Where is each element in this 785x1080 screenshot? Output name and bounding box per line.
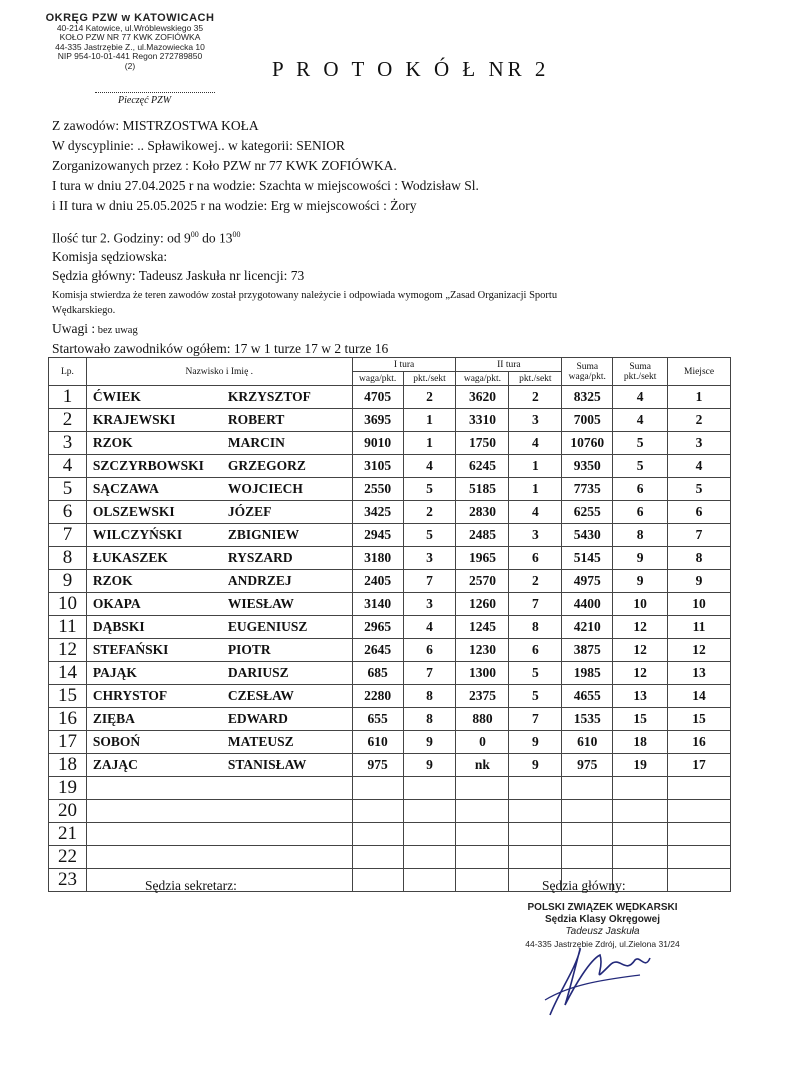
started-line: Startowało zawodników ogółem: 17 w 1 turze 17 w 2 turze 16	[52, 341, 389, 356]
stamp-line: NIP 954-10-01-441 Regon 272789850	[57, 51, 203, 61]
row-first-name: ROBERT	[227, 412, 285, 427]
row-first-name: EUGENIUSZ	[227, 619, 308, 634]
row-tour1-weight: 2550	[352, 478, 403, 501]
table-row	[49, 685, 731, 708]
row-sum-points: 6	[613, 501, 668, 524]
row-tour2-points: 5	[509, 685, 562, 708]
row-sum-weight: 7735	[562, 478, 613, 501]
row-lp: 19	[49, 777, 87, 800]
handwritten-signature	[530, 930, 670, 1020]
hour-superscript: 00	[232, 230, 241, 239]
row-tour2-points	[509, 800, 562, 823]
row-tour2-weight: 3310	[456, 409, 509, 432]
stamp-line: (2)	[124, 60, 136, 71]
judge-line: Sędzia główny: Tadeusz Jaskuła nr licencji: 73	[52, 268, 305, 283]
row-tour1-weight	[352, 800, 403, 823]
header-place: Miejsce	[668, 358, 731, 386]
row-tour2-weight: 1965	[456, 547, 509, 570]
tours-hours-line	[52, 230, 240, 247]
row-lp: 1	[49, 386, 87, 409]
row-surname: SĄCZAWA	[92, 481, 159, 496]
row-name	[86, 823, 352, 846]
row-place: 12	[668, 639, 731, 662]
row-lp: 15	[49, 685, 87, 708]
table-row	[49, 478, 731, 501]
row-tour1-points: 7	[403, 662, 456, 685]
row-sum-points: 4	[613, 386, 668, 409]
row-tour2-weight: 6245	[456, 455, 509, 478]
row-tour2-points: 9	[509, 754, 562, 777]
table-row	[49, 708, 731, 731]
row-tour2-points: 7	[509, 593, 562, 616]
row-tour2-weight: 1245	[456, 616, 509, 639]
row-sum-points: 9	[613, 547, 668, 570]
row-sum-points	[613, 777, 668, 800]
row-first-name: ZBIGNIEW	[227, 527, 300, 542]
row-name	[86, 386, 352, 409]
row-tour2-points: 6	[509, 547, 562, 570]
chief-judge-signature-label: Sędzia główny:	[542, 878, 626, 893]
row-place: 10	[668, 593, 731, 616]
stamp-line: 40-214 Katowice, ul.Wróblewskiego 35	[56, 22, 204, 33]
row-tour2-points	[509, 823, 562, 846]
row-name	[86, 478, 352, 501]
row-tour1-points: 4	[403, 455, 456, 478]
row-tour1-weight: 2405	[352, 570, 403, 593]
row-surname: OKAPA	[92, 596, 141, 611]
row-first-name: JÓZEF	[227, 504, 272, 519]
table-row	[49, 731, 731, 754]
row-sum-weight	[562, 800, 613, 823]
row-lp: 16	[49, 708, 87, 731]
row-sum-weight: 4210	[562, 616, 613, 639]
table-row	[49, 386, 731, 409]
row-place: 14	[668, 685, 731, 708]
row-place: 4	[668, 455, 731, 478]
table-row	[49, 409, 731, 432]
row-place	[668, 777, 731, 800]
document-title: P R O T O K Ó Ł NR 2	[272, 57, 550, 81]
stamp-line: 44-335 Jastrzębie Z., ul.Mazowiecka 10	[55, 41, 205, 52]
row-surname: CHRYSTOF	[92, 688, 168, 703]
row-tour2-weight: 880	[456, 708, 509, 731]
row-tour1-weight	[352, 846, 403, 869]
hour-superscript: 00	[190, 230, 199, 239]
row-surname: DĄBSKI	[92, 619, 145, 634]
row-name	[86, 708, 352, 731]
row-tour2-weight: 5185	[456, 478, 509, 501]
row-sum-points	[613, 823, 668, 846]
row-tour2-points: 9	[509, 731, 562, 754]
row-tour2-points: 1	[509, 478, 562, 501]
row-tour2-points: 8	[509, 616, 562, 639]
table-row	[49, 432, 731, 455]
row-sum-points: 4	[613, 409, 668, 432]
row-surname: ZAJĄC	[92, 757, 138, 772]
table-row	[49, 455, 731, 478]
row-sum-weight: 4400	[562, 593, 613, 616]
header-sum-points: Suma pkt./sekt	[613, 358, 668, 386]
row-sum-weight: 1985	[562, 662, 613, 685]
row-surname: ZIĘBA	[92, 711, 135, 726]
row-name	[86, 800, 352, 823]
row-sum-points: 5	[613, 455, 668, 478]
row-name	[86, 731, 352, 754]
row-tour1-weight: 3180	[352, 547, 403, 570]
seal-label: Pieczęć PZW	[118, 95, 172, 106]
row-place	[668, 823, 731, 846]
row-sum-weight	[562, 823, 613, 846]
row-name	[86, 501, 352, 524]
row-sum-weight	[562, 777, 613, 800]
remarks-value: bez uwag	[95, 325, 138, 336]
row-tour1-weight: 2645	[352, 639, 403, 662]
row-tour2-points	[509, 846, 562, 869]
row-tour2-weight	[456, 846, 509, 869]
row-tour1-weight	[352, 777, 403, 800]
table-row	[49, 616, 731, 639]
row-place: 2	[668, 409, 731, 432]
row-first-name: EDWARD	[227, 711, 288, 726]
row-sum-weight: 5430	[562, 524, 613, 547]
row-tour2-points: 7	[509, 708, 562, 731]
header-weight: waga/pkt.	[456, 372, 509, 386]
row-tour2-weight: 3620	[456, 386, 509, 409]
row-surname: RZOK	[92, 435, 133, 450]
row-lp: 14	[49, 662, 87, 685]
row-first-name: GRZEGORZ	[227, 458, 306, 473]
row-tour1-points: 5	[403, 478, 456, 501]
header-sum-weight: Suma waga/pkt.	[562, 358, 613, 386]
organizer-line: Zorganizowanych przez : Koło PZW nr 77 KWK ZOFIÓWKA.	[52, 158, 397, 173]
row-tour1-points: 1	[403, 409, 456, 432]
row-tour2-points: 4	[509, 501, 562, 524]
row-surname: ĆWIEK	[92, 389, 141, 404]
row-surname: PAJĄK	[92, 665, 137, 680]
row-surname: KRAJEWSKI	[92, 412, 176, 427]
row-tour1-points	[403, 869, 456, 892]
header-tour1: I tura	[352, 358, 456, 372]
row-tour2-weight	[456, 777, 509, 800]
row-tour1-points: 9	[403, 754, 456, 777]
header-lp: Lp.	[49, 358, 87, 386]
row-lp: 22	[49, 846, 87, 869]
row-tour1-weight: 975	[352, 754, 403, 777]
row-lp: 23	[49, 869, 87, 892]
discipline-line: W dyscyplinie: .. Spławikowej.. w kategorii: SENIOR	[52, 138, 345, 153]
statement-line-2: Wędkarskiego.	[52, 305, 116, 316]
row-surname: WILCZYŃSKI	[92, 527, 183, 542]
row-tour1-points: 3	[403, 547, 456, 570]
stamp-line: 44-335 Jastrzębie Zdrój, ul.Zielona 31/24	[525, 939, 680, 949]
table-row	[49, 593, 731, 616]
row-tour2-points	[509, 777, 562, 800]
row-tour1-points: 8	[403, 685, 456, 708]
row-lp: 12	[49, 639, 87, 662]
table-row	[49, 846, 731, 869]
table-row	[49, 547, 731, 570]
row-lp: 2	[49, 409, 87, 432]
row-tour2-weight: 1300	[456, 662, 509, 685]
table-row	[49, 823, 731, 846]
row-lp: 21	[49, 823, 87, 846]
row-lp: 9	[49, 570, 87, 593]
row-sum-weight: 6255	[562, 501, 613, 524]
row-tour1-weight: 2945	[352, 524, 403, 547]
row-tour1-weight	[352, 823, 403, 846]
row-lp: 6	[49, 501, 87, 524]
row-tour1-points: 2	[403, 386, 456, 409]
row-tour2-points: 6	[509, 639, 562, 662]
row-first-name: MARCIN	[227, 435, 285, 450]
table-row	[49, 639, 731, 662]
row-place: 3	[668, 432, 731, 455]
results-table	[48, 357, 731, 892]
row-tour2-weight	[456, 869, 509, 892]
row-place: 16	[668, 731, 731, 754]
row-first-name: WIESŁAW	[227, 596, 294, 611]
row-first-name: WOJCIECH	[227, 481, 303, 496]
row-sum-points: 13	[613, 685, 668, 708]
stamp-line: Tadeusz Jaskuła	[565, 926, 640, 937]
row-sum-weight	[562, 846, 613, 869]
row-tour1-weight: 9010	[352, 432, 403, 455]
row-sum-weight: 975	[562, 754, 613, 777]
row-tour1-points: 4	[403, 616, 456, 639]
row-tour1-weight: 3695	[352, 409, 403, 432]
row-lp: 7	[49, 524, 87, 547]
row-sum-weight: 8325	[562, 386, 613, 409]
row-lp: 11	[49, 616, 87, 639]
competition-line: Z zawodów: MISTRZOSTWA KOŁA	[52, 118, 259, 133]
row-sum-points: 8	[613, 524, 668, 547]
row-tour2-points: 2	[509, 570, 562, 593]
row-tour2-weight: nk	[456, 754, 509, 777]
row-name	[86, 685, 352, 708]
table-row	[49, 777, 731, 800]
row-sum-points	[613, 846, 668, 869]
row-place: 7	[668, 524, 731, 547]
row-surname: STEFAŃSKI	[92, 642, 169, 657]
row-name	[86, 547, 352, 570]
row-lp: 3	[49, 432, 87, 455]
row-place: 8	[668, 547, 731, 570]
row-place	[668, 800, 731, 823]
row-tour1-weight: 2965	[352, 616, 403, 639]
row-sum-points	[613, 800, 668, 823]
row-tour2-weight: 2375	[456, 685, 509, 708]
stamp-line: Sędzia Klasy Okręgowej	[544, 914, 661, 925]
row-tour2-points: 3	[509, 524, 562, 547]
row-place: 15	[668, 708, 731, 731]
row-tour1-points: 7	[403, 570, 456, 593]
row-surname: SZCZYRBOWSKI	[92, 458, 204, 473]
row-place: 13	[668, 662, 731, 685]
table-row	[49, 800, 731, 823]
row-place: 11	[668, 616, 731, 639]
tour2-line: i II tura w dniu 25.05.2025 r na wodzie: Erg w miejscowości : Żory	[52, 198, 417, 213]
organization-stamp	[40, 14, 220, 71]
row-sum-points: 18	[613, 731, 668, 754]
row-tour1-weight: 4705	[352, 386, 403, 409]
row-tour2-weight: 2485	[456, 524, 509, 547]
header-name: Nazwisko i Imię .	[86, 358, 352, 386]
commission-line: Komisja sędziowska:	[52, 249, 168, 264]
row-sum-weight: 1535	[562, 708, 613, 731]
row-tour1-weight	[352, 869, 403, 892]
stamp-line: OKRĘG PZW w KATOWICACH	[45, 12, 215, 24]
row-first-name: KRZYSZTOF	[227, 389, 311, 404]
row-sum-points: 12	[613, 639, 668, 662]
row-place: 9	[668, 570, 731, 593]
row-place	[668, 846, 731, 869]
row-tour2-points: 2	[509, 386, 562, 409]
row-tour1-weight: 3105	[352, 455, 403, 478]
row-name	[86, 524, 352, 547]
row-sum-points: 15	[613, 708, 668, 731]
row-tour2-points: 5	[509, 662, 562, 685]
row-place: 17	[668, 754, 731, 777]
row-tour1-weight: 3140	[352, 593, 403, 616]
statement-line: Komisja stwierdza że teren zawodów został przygotowany należycie i odpowiada wymogom „Zasad Organizacji Sportu	[52, 290, 558, 301]
row-name	[86, 754, 352, 777]
row-first-name: ANDRZEJ	[227, 573, 292, 588]
row-sum-points: 10	[613, 593, 668, 616]
row-tour1-weight: 655	[352, 708, 403, 731]
seal-dotted-line	[95, 92, 215, 93]
row-tour2-points: 1	[509, 455, 562, 478]
row-tour1-points	[403, 846, 456, 869]
row-tour2-weight: 1260	[456, 593, 509, 616]
row-lp: 17	[49, 731, 87, 754]
remarks-line	[52, 321, 138, 337]
row-name	[86, 662, 352, 685]
row-tour1-points: 5	[403, 524, 456, 547]
row-first-name: RYSZARD	[227, 550, 293, 565]
row-sum-points: 6	[613, 478, 668, 501]
row-first-name: DARIUSZ	[227, 665, 289, 680]
row-tour1-points	[403, 777, 456, 800]
row-tour1-weight: 685	[352, 662, 403, 685]
row-sum-weight: 9350	[562, 455, 613, 478]
header-points: pkt./sekt	[403, 372, 456, 386]
row-sum-points: 12	[613, 616, 668, 639]
row-place: 5	[668, 478, 731, 501]
row-place	[668, 869, 731, 892]
remarks-label: Uwagi :	[52, 321, 96, 336]
row-lp: 8	[49, 547, 87, 570]
row-sum-weight: 4655	[562, 685, 613, 708]
row-name	[86, 846, 352, 869]
header-tour2: II tura	[456, 358, 562, 372]
row-lp: 20	[49, 800, 87, 823]
row-lp: 10	[49, 593, 87, 616]
row-tour1-weight: 610	[352, 731, 403, 754]
row-tour1-points: 9	[403, 731, 456, 754]
row-tour1-points	[403, 800, 456, 823]
row-name	[86, 616, 352, 639]
row-lp: 18	[49, 754, 87, 777]
row-sum-weight: 4975	[562, 570, 613, 593]
row-tour1-points: 3	[403, 593, 456, 616]
table-row	[49, 570, 731, 593]
row-surname: SOBOŃ	[92, 734, 141, 749]
row-sum-points: 19	[613, 754, 668, 777]
row-tour2-points: 4	[509, 432, 562, 455]
row-first-name: CZESŁAW	[227, 688, 294, 703]
row-tour1-points: 6	[403, 639, 456, 662]
row-place: 6	[668, 501, 731, 524]
table-row	[49, 524, 731, 547]
row-name	[86, 639, 352, 662]
row-sum-points: 9	[613, 570, 668, 593]
row-first-name: PIOTR	[227, 642, 271, 657]
row-tour1-points	[403, 823, 456, 846]
row-sum-weight: 10760	[562, 432, 613, 455]
row-tour2-weight	[456, 823, 509, 846]
stamp-line: POLSKI ZWIĄZEK WĘDKARSKI	[527, 902, 678, 913]
table-row	[49, 754, 731, 777]
row-tour2-weight	[456, 800, 509, 823]
row-tour1-points: 2	[403, 501, 456, 524]
row-sum-weight: 610	[562, 731, 613, 754]
stamp-line: KOŁO PZW NR 77 KWK ZOFIÓWKA	[59, 32, 201, 42]
row-tour1-weight: 2280	[352, 685, 403, 708]
row-surname: RZOK	[92, 573, 133, 588]
row-surname: ŁUKASZEK	[92, 550, 168, 565]
row-tour2-weight: 2570	[456, 570, 509, 593]
row-lp: 4	[49, 455, 87, 478]
header-weight: waga/pkt.	[352, 372, 403, 386]
row-name	[86, 777, 352, 800]
row-sum-weight: 5145	[562, 547, 613, 570]
row-name	[86, 570, 352, 593]
row-lp: 5	[49, 478, 87, 501]
row-tour2-weight: 0	[456, 731, 509, 754]
row-sum-points: 12	[613, 662, 668, 685]
row-name	[86, 593, 352, 616]
row-tour1-weight: 3425	[352, 501, 403, 524]
row-tour2-weight: 2830	[456, 501, 509, 524]
row-tour1-points: 8	[403, 708, 456, 731]
row-name	[86, 432, 352, 455]
row-sum-weight: 7005	[562, 409, 613, 432]
tour1-line: I tura w dniu 27.04.2025 r na wodzie: Szachta w miejscowości : Wodzisław Sl.	[52, 178, 479, 193]
row-surname: OLSZEWSKI	[92, 504, 175, 519]
row-name	[86, 455, 352, 478]
row-first-name: MATEUSZ	[227, 734, 294, 749]
tours-count: Ilość tur 2. Godziny: od 9	[52, 230, 191, 246]
row-tour1-points: 1	[403, 432, 456, 455]
row-tour2-weight: 1230	[456, 639, 509, 662]
row-first-name: STANISŁAW	[227, 757, 307, 772]
row-name	[86, 409, 352, 432]
secretary-signature-label: Sędzia sekretarz:	[145, 878, 237, 893]
row-tour2-points: 3	[509, 409, 562, 432]
row-tour2-weight: 1750	[456, 432, 509, 455]
row-sum-weight: 3875	[562, 639, 613, 662]
row-place: 1	[668, 386, 731, 409]
table-row	[49, 662, 731, 685]
hours-middle: do 13	[198, 230, 233, 246]
header-points: pkt./sekt	[509, 372, 562, 386]
table-row	[49, 501, 731, 524]
row-sum-points: 5	[613, 432, 668, 455]
